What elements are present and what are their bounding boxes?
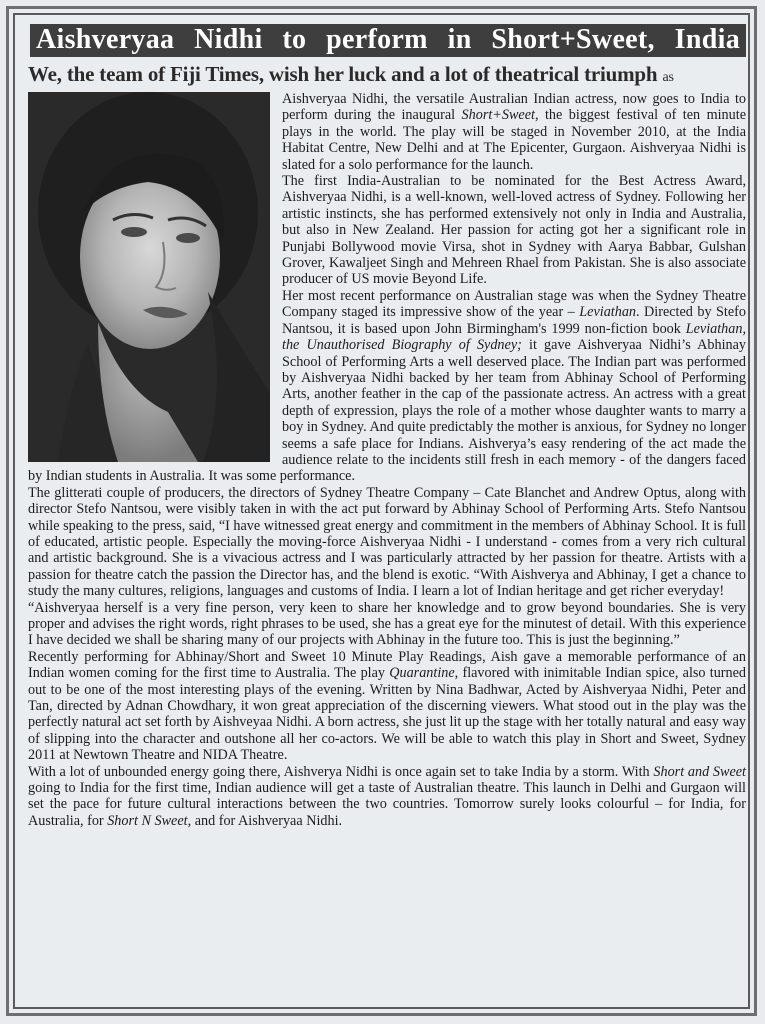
portrait-photo: [28, 92, 270, 462]
paragraph-2: The first India-Australian to be nominated for the Best Actress Award, Aishveryaa Nidhi, is a well-known, well-loved actress of Sydney. Following her artistic instincts, she has performed extensively not only in India and Australia, but also in New Zealand. Her passion for acting got her a significant role in Punjabi Bollywood movie Virsa, shot in Sydney with Aarya Babbar, Gulshan Grover, Kawaljeet Singh and Mehreen Rhael from Pakistan. She is also associate producer of US movie Beyond Life.: [282, 173, 746, 288]
paragraph-1: Aishveryaa Nidhi, the versatile Australian Indian actress, now goes to India to perform during the inaugural Short+Sweet, the biggest festival of ten minute plays in the world. The play will be staged in November 2010, at the India Habitat Centre, New Delhi and at The Epicenter, Gurgaon. Aishveryaa Nidhi is slated for a solo performance for the launch.: [282, 91, 746, 173]
portrait-illustration: [28, 92, 270, 462]
subheadline-tail: as: [662, 70, 674, 85]
paragraph-3: Her most recent performance on Australian stage was when the Sydney Theatre Company staged its impressive show of the year – Leviathan. Directed by Stefo Nantsou, it is based upon John Birmingham's 1999 non-fiction book Leviathan, the Unauthorised Biography of Sydney; it gave Aishveryaa Nidhi’s Abhinay School of Performing Arts a well deserved place. The Indian part was performed by Aishveryaa Nidhi backed by her team from Abhinay School of Performing Arts, another feather in the cap of the passionate actress. An actress with a great depth of expression, plays the role of a mother whose daughter wants to marry a boy in Sydney. And quite predictably the mother is anxious, for Sydney no longer seems a safe place for Indians. Aishverya’s easy rendering of the act made the audience relate to the incidents still fresh in each memory - of the dangers faced by Indian students in Australia. It was some performance.: [28, 287, 746, 485]
headline: Aishveryaa Nidhi to perform in Short+Sweet, India: [30, 24, 746, 57]
article-body: [28, 91, 746, 829]
subheadline: [28, 61, 746, 91]
paragraph-7: With a lot of unbounded energy going there, Aishverya Nidhi is once again set to take India by a storm. With Short and Sweet going to India for the first time, Indian audience will get a taste of Australian theatre. This launch in Delhi and Gurgaon will set the pace for future cultural interactions between the two countries. Tomorrow surely looks colourful – for India, for Australia, for Short N Sweet, and for Aishveryaa Nidhi.: [28, 763, 746, 829]
subheadline-text: We, the team of Fiji Times, wish her luck and a lot of theatrical triumph: [28, 62, 658, 86]
article: [28, 24, 746, 829]
paragraph-6: Recently performing for Abhinay/Short and Sweet 10 Minute Play Readings, Aish gave a memorable performance of an Indian women coming for the first time to Australia. The play Quarantine, flavored with inimitable Indian spice, also turned out to be one of the most interesting plays of the evening. Written by Nina Badhwar, Acted by Aishveryaa Nidhi, Peter and Tan, directed by Adnan Chowdhary, it won great appreciation of the discerning viewers. What stood out in the play was the perfectly natural act set forth by Aishveyaa Nidhi. A born actress, she just lit up the stage with her totally natural and easy way of slipping into the character and outshone all her co-actors. We will be able to watch this play in Short and Sweet, Sydney 2011 at Newtown Theatre and NIDA Theatre.: [28, 648, 746, 764]
paragraph-5: “Aishveryaa herself is a very fine person, very keen to share her knowledge and to grow beyond boundaries. She is very proper and advises the right words, right phrases to be used, she has a great eye for the minutest of detail. With this experience I have decided we shall be sharing many of our projects with Abhinay in the future too. This is just the beginning.”: [28, 599, 746, 649]
paragraph-4: The glitterati couple of producers, the directors of Sydney Theatre Company – Cate Blanchet and Andrew Optus, along with director Stefo Nantsou, were visibly taken in with the act put forward by Abhinay School of Performing Arts. Stefo Nantsou while speaking to the press, said, “I have witnessed great energy and commitment in the members of Abhinay School. It is full of educated, artistic people. Especially the moving-force Aishveryaa Nidhi - I understand - comes from a very rich cultural and artistic background. She is a vivacious actress and I was particularly attracted by her passion for theatre. Artists with a passion for theatre catch the passion the Director has, and the blend is exotic. “With Aishverya and Abhinay, I get a chance to study the many cultures, religions, languages and customs of India. I learn a lot of Indian heritage and get richer everyday!: [28, 484, 746, 600]
